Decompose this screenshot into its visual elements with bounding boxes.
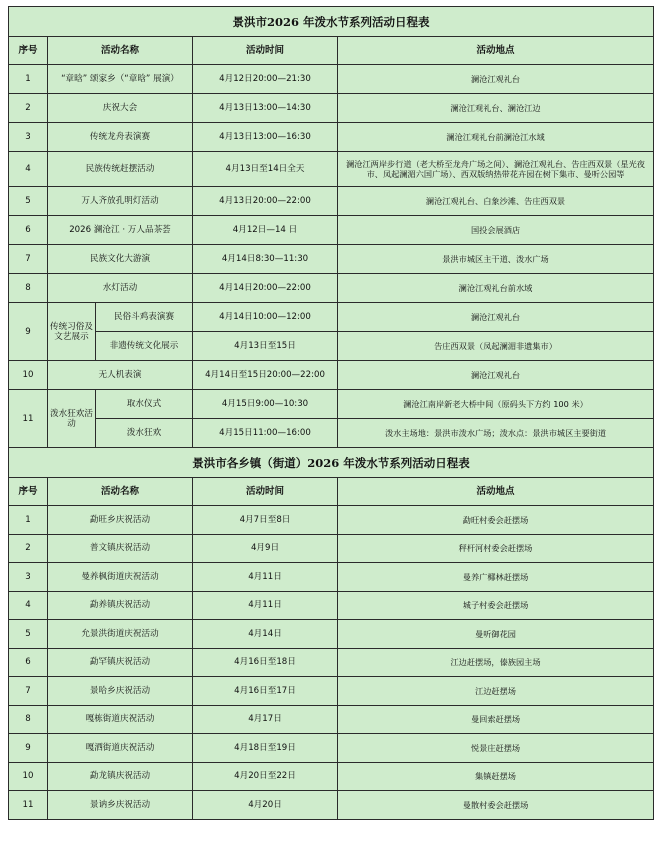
activity-name: 普文镇庆祝活动 — [48, 534, 193, 563]
activity-place: 澜沧江观礼台前水域 — [338, 274, 654, 303]
activity-time: 4月12日—14 日 — [193, 216, 338, 245]
activity-place: 澜沧江两岸步行道（老大桥至龙舟广场之间）、澜沧江观礼台、告庄西双景（星光夜市、凤起澜湄六国广场）、西双版纳热带花卉园在树下集市、曼听公园等 — [338, 152, 654, 187]
activity-time: 4月7日至8日 — [193, 506, 338, 535]
activity-group-name: 泼水狂欢活动 — [48, 390, 96, 448]
row-number: 3 — [9, 123, 48, 152]
row-number: 8 — [9, 274, 48, 303]
activity-name: 嘎栋街道庆祝活动 — [48, 705, 193, 734]
table-row — [9, 390, 654, 419]
activity-place: 集镇赶摆场 — [338, 762, 654, 791]
table2-header-row — [9, 478, 654, 506]
activity-name: 非遗传统文化展示 — [96, 332, 193, 361]
table-row — [9, 216, 654, 245]
activity-name: 景讷乡庆祝活动 — [48, 791, 193, 820]
row-number: 5 — [9, 620, 48, 649]
row-number: 5 — [9, 187, 48, 216]
table-row — [9, 152, 654, 187]
activity-place: 告庄西双景（凤起澜湄非遗集市） — [338, 332, 654, 361]
activity-time: 4月20日至22日 — [193, 762, 338, 791]
schedule-document — [8, 6, 653, 820]
activity-name: 勐养镇庆祝活动 — [48, 591, 193, 620]
activity-time: 4月15日9:00—10:30 — [193, 390, 338, 419]
activity-name: 无人机表演 — [48, 361, 193, 390]
table1-title-row — [9, 7, 654, 37]
row-number: 4 — [9, 152, 48, 187]
activity-place: 曼回索赶摆场 — [338, 705, 654, 734]
activity-time: 4月11日 — [193, 563, 338, 592]
activity-time: 4月16日至17日 — [193, 677, 338, 706]
table-row — [9, 187, 654, 216]
activity-time: 4月14日20:00—22:00 — [193, 274, 338, 303]
activity-name: 景哈乡庆祝活动 — [48, 677, 193, 706]
row-number: 10 — [9, 361, 48, 390]
table-row — [9, 245, 654, 274]
activity-name: 泼水狂欢 — [96, 419, 193, 448]
activity-time: 4月13日13:00—14:30 — [193, 94, 338, 123]
activity-place: 勐旺村委会赶摆场 — [338, 506, 654, 535]
activity-place: 澜沧江南岸新老大桥中间（原码头下方约 100 米） — [338, 390, 654, 419]
header-place: 活动地点 — [338, 478, 654, 506]
row-number: 11 — [9, 390, 48, 448]
activity-name: 民俗斗鸡表演赛 — [96, 303, 193, 332]
activity-name: 嘎洒街道庆祝活动 — [48, 734, 193, 763]
activity-place: 城子村委会赶摆场 — [338, 591, 654, 620]
table-row — [9, 563, 654, 592]
row-number: 9 — [9, 734, 48, 763]
activity-place: 澜沧江观礼台 — [338, 361, 654, 390]
activity-place: 泼水主场地：景洪市泼水广场；泼水点：景洪市城区主要街道 — [338, 419, 654, 448]
activity-time: 4月18日至19日 — [193, 734, 338, 763]
activity-time: 4月12日20:00—21:30 — [193, 65, 338, 94]
row-number: 1 — [9, 506, 48, 535]
row-number: 10 — [9, 762, 48, 791]
activity-place: 江边赶摆场，傣族园主场 — [338, 648, 654, 677]
table-row — [9, 762, 654, 791]
table-row — [9, 734, 654, 763]
activity-time: 4月9日 — [193, 534, 338, 563]
activity-name: 民族传统赶摆活动 — [48, 152, 193, 187]
activity-time: 4月11日 — [193, 591, 338, 620]
row-number: 7 — [9, 677, 48, 706]
activity-name: 曼养枫街道庆祝活动 — [48, 563, 193, 592]
activity-name: 民族文化大游演 — [48, 245, 193, 274]
activity-time: 4月17日 — [193, 705, 338, 734]
activity-place: 国投会展酒店 — [338, 216, 654, 245]
table-row — [9, 361, 654, 390]
table-row — [9, 677, 654, 706]
activity-place: 悦景庄赶摆场 — [338, 734, 654, 763]
row-number: 6 — [9, 648, 48, 677]
township-schedule-section — [9, 448, 654, 820]
table-row — [9, 65, 654, 94]
activity-time: 4月14日至15日20:00—22:00 — [193, 361, 338, 390]
table1-header-row — [9, 37, 654, 65]
activity-time: 4月20日 — [193, 791, 338, 820]
header-no: 序号 — [9, 37, 48, 65]
header-place: 活动地点 — [338, 37, 654, 65]
table-row — [9, 791, 654, 820]
activity-time: 4月16日至18日 — [193, 648, 338, 677]
table-row — [9, 534, 654, 563]
header-no: 序号 — [9, 478, 48, 506]
table-row — [9, 274, 654, 303]
activity-name: 允景洪街道庆祝活动 — [48, 620, 193, 649]
row-number: 2 — [9, 534, 48, 563]
table-row — [9, 419, 654, 448]
activity-place: 澜沧江观礼台 — [338, 65, 654, 94]
table-row — [9, 303, 654, 332]
activity-place: 澜沧江观礼台、澜沧江边 — [338, 94, 654, 123]
activity-place: 曼散村委会赶摆场 — [338, 791, 654, 820]
row-number: 3 — [9, 563, 48, 592]
activity-name: 取水仪式 — [96, 390, 193, 419]
activity-time: 4月14日 — [193, 620, 338, 649]
activity-time: 4月13日20:00—22:00 — [193, 187, 338, 216]
activity-group-name: 传统习俗及文艺展示 — [48, 303, 96, 361]
table-row — [9, 705, 654, 734]
header-time: 活动时间 — [193, 478, 338, 506]
row-number: 4 — [9, 591, 48, 620]
table-row — [9, 123, 654, 152]
row-number: 2 — [9, 94, 48, 123]
activity-name: 勐龙镇庆祝活动 — [48, 762, 193, 791]
activity-place: 江边赶摆场 — [338, 677, 654, 706]
table-row — [9, 591, 654, 620]
activity-place: 澜沧江观礼台 — [338, 303, 654, 332]
activity-place: 曼听御花园 — [338, 620, 654, 649]
header-time: 活动时间 — [193, 37, 338, 65]
activity-name: 庆祝大会 — [48, 94, 193, 123]
activity-place: 景洪市城区主干道、泼水广场 — [338, 245, 654, 274]
activity-time: 4月13日至15日 — [193, 332, 338, 361]
city-schedule-section — [9, 7, 654, 448]
activity-place: 曼养广椰林赶摆场 — [338, 563, 654, 592]
table-row — [9, 648, 654, 677]
row-number: 11 — [9, 791, 48, 820]
row-number: 6 — [9, 216, 48, 245]
activity-place: 澜沧江观礼台、白象沙滩、告庄西双景 — [338, 187, 654, 216]
activity-name: 万人齐放孔明灯活动 — [48, 187, 193, 216]
activity-name: 2026 澜沧江 · 万人品茶荟 — [48, 216, 193, 245]
row-number: 7 — [9, 245, 48, 274]
activity-place: 秤杆河村委会赶摆场 — [338, 534, 654, 563]
table2-title-row — [9, 448, 654, 478]
header-activity: 活动名称 — [48, 37, 193, 65]
activity-name: “章晗” 颂家乡（“章晗” 展演） — [48, 65, 193, 94]
row-number: 9 — [9, 303, 48, 361]
activity-name: 水灯活动 — [48, 274, 193, 303]
header-activity: 活动名称 — [48, 478, 193, 506]
table-row — [9, 506, 654, 535]
activity-time: 4月14日8:30—11:30 — [193, 245, 338, 274]
activity-name: 勐旺乡庆祝活动 — [48, 506, 193, 535]
table-row — [9, 620, 654, 649]
activity-place: 澜沧江观礼台前澜沧江水域 — [338, 123, 654, 152]
table-row — [9, 332, 654, 361]
activity-time: 4月13日至14日全天 — [193, 152, 338, 187]
table-title: 景洪市各乡镇（街道）2026 年泼水节系列活动日程表 — [9, 448, 654, 478]
row-number: 8 — [9, 705, 48, 734]
table-title: 景洪市2026 年泼水节系列活动日程表 — [9, 7, 654, 37]
activity-time: 4月15日11:00—16:00 — [193, 419, 338, 448]
activity-time: 4月14日10:00—12:00 — [193, 303, 338, 332]
activity-time: 4月13日13:00—16:30 — [193, 123, 338, 152]
activity-name: 传统龙舟表演赛 — [48, 123, 193, 152]
schedule-table — [8, 6, 654, 820]
row-number: 1 — [9, 65, 48, 94]
table-row — [9, 94, 654, 123]
activity-name: 勐罕镇庆祝活动 — [48, 648, 193, 677]
